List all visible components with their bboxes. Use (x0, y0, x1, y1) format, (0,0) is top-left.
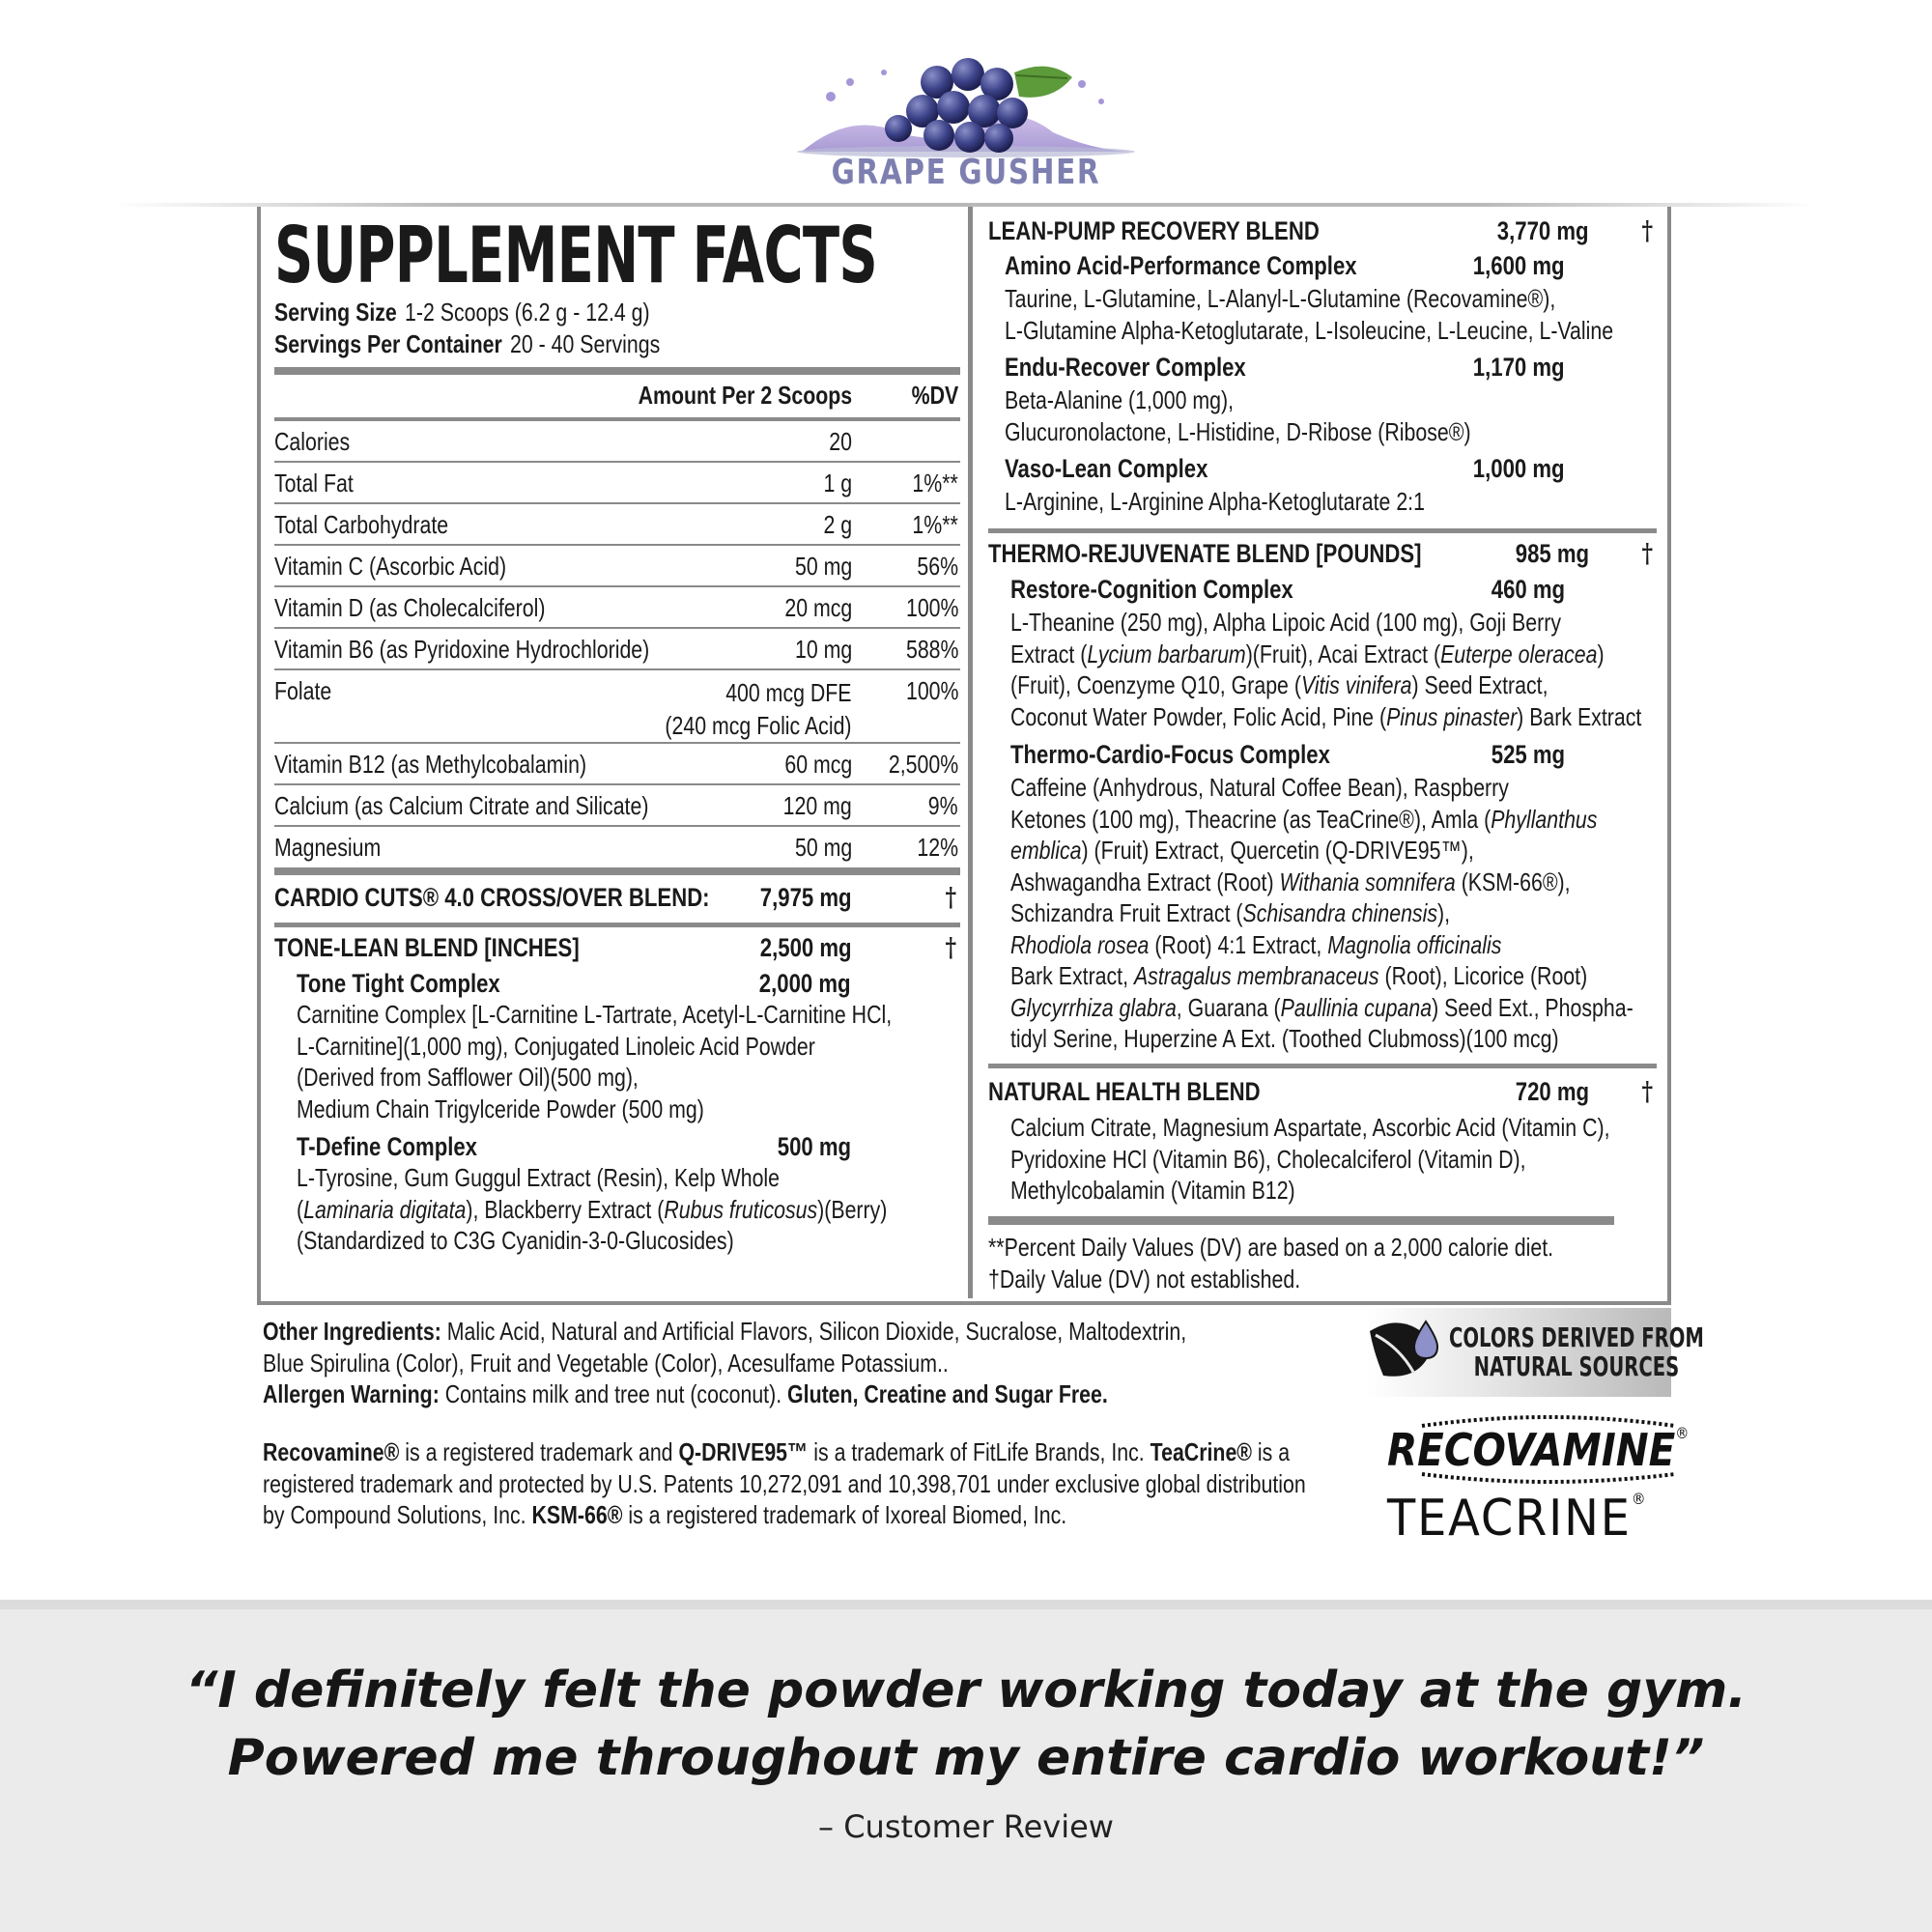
text: Ketones (100 mg), Theacrine (as TeaCrine®), Amla ( (1010, 804, 1492, 834)
table-row (274, 421, 960, 463)
latin-name: Glycyrrhiza glabra (1010, 992, 1177, 1022)
latin-name: Laminaria digitata (303, 1194, 467, 1224)
table-row (274, 463, 960, 504)
blend-amount: 7,975 mg (760, 883, 852, 912)
trademark-name: TeaCrine® (1150, 1437, 1253, 1466)
focus-ingredients (1010, 772, 1634, 1055)
ingredient-line: Caffeine (Anhydrous, Natural Coffee Bean), Raspberry (1010, 773, 1509, 802)
latin-name: Rubus fruticosus (664, 1194, 818, 1224)
ingredient-line (1010, 835, 1634, 867)
complex-amount: 460 mg (1491, 575, 1565, 604)
blend-name: LEAN-PUMP RECOVERY BLEND (988, 216, 1320, 245)
vaso-lean-complex (1005, 454, 1565, 489)
logo-text: TEACRINE (1387, 1490, 1632, 1548)
nutrient-name: Calcium (as Calcium Citrate and Silicate) (274, 791, 649, 820)
nutrient-amount: 20 (829, 427, 852, 456)
tone-lean-blend (274, 933, 960, 972)
recovamine-logo (1387, 1424, 1689, 1476)
latin-name: Withania somnifera (1279, 867, 1456, 896)
amino-ingredients (1005, 283, 1613, 346)
natural-health-blend (988, 1077, 1655, 1116)
nutrient-dv: 588% (905, 635, 958, 664)
nutrient-amount (666, 676, 852, 742)
ingredient-line: (Derived from Safflower Oil)(500 mg), (297, 1063, 639, 1092)
other-ingredients (263, 1316, 1186, 1410)
latin-name: Phyllanthus (1491, 804, 1598, 834)
blend-dv: † (1641, 1077, 1653, 1107)
text: )(Berry) (817, 1194, 888, 1224)
latin-name: Lycium barbarum (1087, 639, 1246, 668)
text: ) Seed Extract, (1411, 670, 1548, 699)
ingredient-line (1010, 804, 1634, 836)
free-from-text: Gluten, Creatine and Sugar Free. (787, 1379, 1108, 1408)
recovamine-arc (1418, 1472, 1679, 1488)
thermo-cardio-focus-complex (1010, 740, 1565, 775)
text: ) (Fruit) Extract, Quercetin (Q-DRIVE95™), (1081, 836, 1474, 865)
complex-amount: 1,000 mg (1473, 454, 1565, 483)
text: (Root), Licorice (Root) (1378, 961, 1588, 990)
natural-health-ingredients (1010, 1112, 1609, 1207)
nutrient-amount: 20 mcg (784, 593, 852, 622)
table-row (274, 546, 960, 587)
blend-name: CARDIO CUTS® 4.0 CROSS/OVER BLEND: (274, 883, 710, 912)
review-quote-line-2: Powered me throughout my entire cardio workout!” (227, 1729, 1705, 1787)
table-row (274, 827, 960, 868)
text: Schizandra Fruit Extract ( (1010, 898, 1243, 927)
table-row (274, 504, 960, 546)
ingredient-line: L-Tyrosine, Gum Guggul Extract (Resin), Kelp Whole (297, 1163, 781, 1192)
allergen-text: Contains milk and tree nut (coconut). (439, 1379, 788, 1408)
ingredient-line (1010, 960, 1634, 992)
ingredient-line: tidyl Serine, Huperzine A Ext. (Toothed Clubmoss)(100 mcg) (1010, 1024, 1559, 1053)
ingredient-line (1010, 669, 1641, 701)
rule (274, 923, 960, 927)
thick-rule (988, 1216, 1614, 1225)
table-row (274, 587, 960, 629)
text: is a registered trademark and (399, 1437, 679, 1466)
text: by Compound Solutions, Inc. (263, 1500, 532, 1529)
complex-name: Vaso-Lean Complex (1005, 454, 1208, 483)
other-ingredients-text: Blue Spirulina (Color), Fruit and Vegetable (Color), Acesulfame Potassium.. (263, 1348, 949, 1378)
nutrient-amount: 1 g (823, 469, 852, 497)
latin-name: Rhodiola rosea (1010, 929, 1150, 959)
ingredient-line: Calcium Citrate, Magnesium Aspartate, Ascorbic Acid (Vitamin C), (1010, 1113, 1610, 1142)
complex-amount: 1,600 mg (1473, 251, 1565, 280)
ingredient-line (297, 1194, 887, 1226)
ingredient-line (1010, 867, 1634, 898)
blend-amount: 720 mg (1515, 1077, 1589, 1106)
nutrient-amount: 120 mg (782, 791, 852, 820)
servings-value: 20 - 40 Servings (509, 329, 661, 358)
review-attribution: – Customer Review (818, 1808, 1114, 1845)
latin-name: Vitis vinifera (1300, 670, 1412, 699)
nutrient-dv: 2,500% (888, 750, 958, 779)
text: (KSM-66®), (1455, 867, 1571, 896)
text: , Guarana ( (1176, 992, 1281, 1022)
text: Extract ( (1010, 639, 1088, 668)
band-top-line (0, 1600, 1932, 1609)
folate-amount: 400 mcg DFE (725, 678, 852, 707)
nutrition-table (274, 375, 960, 868)
endu-ingredients (1005, 384, 1471, 447)
ingredient-line (1010, 701, 1641, 733)
ingredient-line: Taurine, L-Glutamine, L-Alanyl-L-Glutamine (Recovamine®), (1005, 284, 1556, 313)
blend-dv: † (945, 933, 956, 963)
text: Bark Extract, (1010, 961, 1134, 990)
latin-name: Pinus pinaster (1386, 701, 1518, 731)
text: )(Fruit), Acai Extract ( (1245, 639, 1441, 668)
ingredient-line (1010, 992, 1634, 1024)
ingredient-line: L-Arginine, L-Arginine Alpha-Ketoglutarate 2:1 (1005, 487, 1425, 516)
trademark-name: Q-DRIVE95™ (678, 1437, 809, 1466)
nutrient-name: Vitamin B12 (as Methylcobalamin) (274, 750, 587, 779)
page-title: SUPPLEMENT FACTS (274, 211, 877, 300)
complex-amount: 525 mg (1491, 740, 1565, 769)
restore-cognition-complex (1010, 575, 1565, 610)
nutrient-dv: 56% (917, 552, 958, 581)
nutrient-dv: 1%** (912, 510, 958, 539)
folate-folic-acid: (240 mcg Folic Acid) (665, 711, 852, 740)
header-dv: %DV (911, 381, 958, 410)
endu-recover-complex (1005, 353, 1565, 387)
footnotes (988, 1232, 1553, 1294)
leaf-drop-icon (1366, 1314, 1453, 1391)
rule (988, 528, 1657, 533)
nutrient-amount: 50 mg (794, 552, 852, 581)
nutrient-dv: 1%** (912, 469, 958, 497)
table-header (274, 375, 960, 419)
ingredient-line: Glucuronolactone, L-Histidine, D-Ribose (Ribose®) (1005, 416, 1471, 446)
nutrient-amount: 50 mg (794, 833, 852, 862)
table-row (274, 670, 960, 744)
text: Coconut Water Powder, Folic Acid, Pine ( (1010, 701, 1387, 731)
ingredient-line: L-Theanine (250 mg), Alpha Lipoic Acid (100 mg), Goji Berry (1010, 608, 1562, 637)
serving-size (274, 298, 650, 327)
nutrient-name: Vitamin C (Ascorbic Acid) (274, 552, 507, 581)
blend-amount: 985 mg (1515, 539, 1589, 568)
blend-dv: † (1641, 539, 1653, 569)
text: ) Seed Ext., Phospha- (1432, 992, 1634, 1022)
ingredient-line (1010, 929, 1634, 961)
logo-text: RECOVAMINE (1387, 1424, 1676, 1476)
text: ) Bark Extract (1517, 701, 1642, 731)
nutrient-name: Calories (274, 427, 351, 456)
other-ingredients-text: Malic Acid, Natural and Artificial Flavors, Silicon Dioxide, Sucralose, Maltodextrin, (440, 1317, 1187, 1346)
badge-line: COLORS DERIVED FROM (1449, 1321, 1704, 1353)
blend-name: NATURAL HEALTH BLEND (988, 1077, 1261, 1106)
complex-name: T-Define Complex (297, 1132, 477, 1161)
table-row (274, 785, 960, 827)
nutrient-amount: 10 mg (794, 635, 852, 664)
nutrient-amount: 2 g (823, 510, 852, 539)
latin-name: Euterpe oleracea (1440, 639, 1598, 668)
cardio-cuts-blend (274, 883, 960, 922)
complex-name: Thermo-Cardio-Focus Complex (1010, 740, 1330, 769)
thick-rule (274, 867, 960, 875)
complex-name: Restore-Cognition Complex (1010, 575, 1293, 604)
servings-label: Servings Per Container (274, 329, 502, 358)
latin-name: emblica (1010, 836, 1082, 865)
review-quote-line-1: “I definitely felt the powder working today at the gym. (185, 1662, 1747, 1719)
latin-name: Magnolia officinalis (1327, 929, 1502, 959)
ingredient-line: Carnitine Complex [L-Carnitine L-Tartrate, Acetyl-L-Carnitine HCl, (297, 1000, 893, 1029)
ingredient-line: L-Carnitine](1,000 mg), Conjugated Linoleic Acid Powder (297, 1031, 815, 1061)
thick-rule (274, 367, 960, 375)
ingredient-line: Beta-Alanine (1,000 mg), (1005, 385, 1235, 414)
allergen-label: Allergen Warning: (263, 1379, 440, 1408)
column-divider (968, 207, 973, 1298)
badge-text (1449, 1323, 1704, 1381)
latin-name: Paullinia cupana (1280, 992, 1433, 1022)
text: Ashwagandha Extract (Root) (1010, 867, 1280, 896)
text: (Fruit), Coenzyme Q10, Grape ( (1010, 670, 1301, 699)
restore-ingredients (1010, 607, 1641, 732)
ingredient-line (1010, 897, 1634, 929)
footnote-dv: **Percent Daily Values (DV) are based on a 2,000 calorie diet. (988, 1233, 1554, 1262)
other-ingredients-label: Other Ingredients: (263, 1317, 441, 1346)
text: is a trademark of FitLife Brands, Inc. (808, 1437, 1151, 1466)
nutrient-name: Folate (274, 676, 332, 705)
ingredient-line: Pyridoxine HCl (Vitamin B6), Cholecalciferol (Vitamin D), (1010, 1144, 1526, 1174)
serving-size-value: 1-2 Scoops (6.2 g - 12.4 g) (404, 298, 650, 327)
blend-dv: † (945, 883, 956, 913)
nutrient-dv: 100% (905, 676, 958, 705)
blend-amount: 3,770 mg (1497, 216, 1589, 245)
text: registered trademark and protected by U.S. Patents 10,272,091 and 10,398,701 under exclusive global distribution (263, 1468, 1306, 1498)
ingredient-line: Medium Chain Trigylceride Powder (500 mg) (297, 1094, 704, 1123)
ingredient-line: Methylcobalamin (Vitamin B12) (1010, 1176, 1295, 1205)
trademark-name: Recovamine® (263, 1437, 400, 1466)
amino-complex (1005, 251, 1565, 286)
header-amount: Amount Per 2 Scoops (638, 381, 852, 410)
table-row (274, 744, 960, 785)
table-row (274, 629, 960, 670)
latin-name: Astragalus membranaceus (1133, 961, 1379, 990)
ingredient-line (1010, 639, 1641, 670)
complex-amount: 2,000 mg (759, 969, 851, 998)
servings-per-container (274, 329, 660, 359)
rule (988, 1064, 1657, 1068)
complex-amount: 500 mg (777, 1132, 851, 1161)
text: is a (1252, 1437, 1291, 1466)
registered-mark: ® (1631, 1490, 1648, 1508)
registered-mark: ® (1675, 1424, 1690, 1442)
thermo-rejuvenate-blend (988, 539, 1655, 578)
complex-name: Endu-Recover Complex (1005, 353, 1246, 382)
blend-name: TONE-LEAN BLEND [INCHES] (274, 933, 580, 962)
ingredient-line: (Standardized to C3G Cyanidin-3-0-Glucosides) (297, 1226, 734, 1255)
complex-amount: 1,170 mg (1473, 353, 1565, 382)
nutrient-name: Total Fat (274, 469, 354, 497)
grape-splash-image (792, 43, 1140, 164)
nutrient-name: Total Carbohydrate (274, 510, 449, 539)
trademark-name: KSM-66® (531, 1500, 623, 1529)
flavor-name: GRAPE GUSHER (831, 153, 1101, 192)
flavor-header (0, 0, 1932, 208)
latin-name: Schisandra chinensis (1242, 898, 1437, 927)
nutrient-name: Vitamin D (as Cholecalciferol) (274, 593, 546, 622)
text: ( (297, 1194, 304, 1224)
text: (Root) 4:1 Extract, (1149, 929, 1328, 959)
nutrient-name: Vitamin B6 (as Pyridoxine Hydrochloride) (274, 635, 650, 664)
ingredient-line: L-Glutamine Alpha-Ketoglutarate, L-Isoleucine, L-Leucine, L-Valine (1005, 315, 1614, 345)
blend-name: THERMO-REJUVENATE BLEND [POUNDS] (988, 539, 1422, 568)
complex-name: Tone Tight Complex (297, 969, 500, 998)
blend-amount: 2,500 mg (760, 933, 852, 962)
footnote-dagger: †Daily Value (DV) not established. (988, 1264, 1301, 1293)
blend-dv: † (1641, 216, 1653, 246)
badge-line: NATURAL SOURCES (1473, 1350, 1680, 1382)
nutrient-dv: 12% (917, 833, 958, 862)
serving-size-label: Serving Size (274, 298, 397, 327)
recovamine-arc (1418, 1412, 1679, 1428)
t-define-ingredients (297, 1162, 887, 1257)
nutrient-dv: 9% (928, 791, 958, 820)
text: ), (1436, 898, 1451, 927)
vaso-ingredients (1005, 486, 1425, 518)
text: is a registered trademark of Ixoreal Biomed, Inc. (622, 1500, 1067, 1529)
natural-colors-badge (1366, 1308, 1704, 1397)
lean-pump-blend (988, 216, 1655, 255)
text: ), Blackberry Extract ( (466, 1194, 665, 1224)
nutrient-amount: 60 mcg (784, 750, 852, 779)
nutrient-dv: 100% (905, 593, 958, 622)
tone-tight-ingredients (297, 999, 892, 1124)
complex-name: Amino Acid-Performance Complex (1005, 251, 1357, 280)
teacrine-logo (1387, 1490, 1647, 1548)
text: ) (1597, 639, 1605, 668)
nutrient-name: Magnesium (274, 833, 382, 862)
trademark-notice (263, 1436, 1306, 1531)
